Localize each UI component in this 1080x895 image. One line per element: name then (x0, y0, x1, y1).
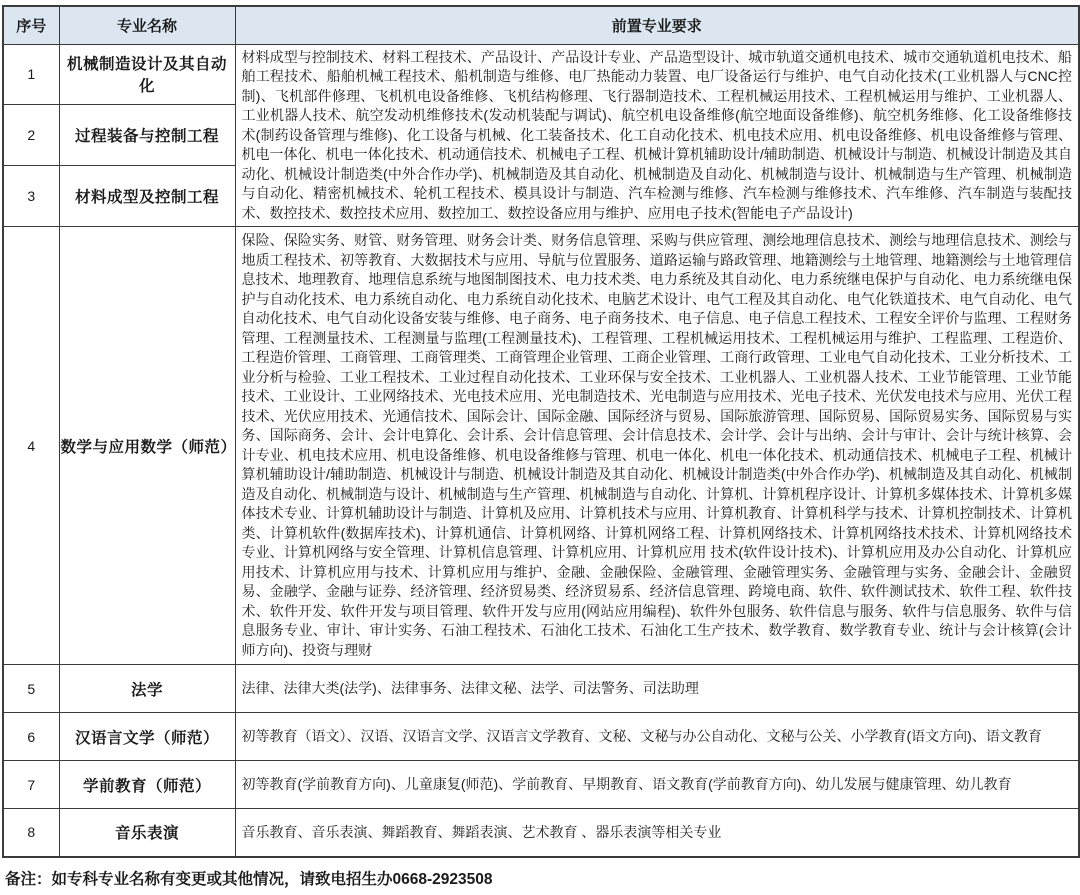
col-header-prerequisites: 前置专业要求 (235, 6, 1079, 44)
row-number: 8 (3, 809, 59, 857)
requirements-cell-law: 法律、法律大类(法学)、法律事务、法律文秘、法学、司法警务、司法助理 (235, 665, 1079, 713)
row-number: 1 (3, 44, 59, 105)
row-number: 2 (3, 105, 59, 166)
major-name: 材料成型及控制工程 (59, 166, 235, 227)
col-header-major-name: 专业名称 (59, 6, 235, 44)
major-name: 法学 (59, 665, 235, 713)
major-name: 学前教育（师范） (59, 761, 235, 809)
table-row (3, 227, 1079, 665)
major-name: 汉语言文学（师范） (59, 713, 235, 761)
col-header-index: 序号 (3, 6, 59, 44)
major-name: 机械制造设计及其自动化 (59, 44, 235, 105)
table-row (3, 665, 1079, 713)
major-name: 过程装备与控制工程 (59, 105, 235, 166)
requirements-cell-chinese: 初等教育（语文）、汉语、汉语言文学、汉语言文学教育、文秘、文秘与办公自动化、文秘与公关、小学教育(语文方向)、语文教育 (235, 713, 1079, 761)
requirements-cell-mechanical-group: 材料成型与控制技术、材料工程技术、产品设计、产品设计专业、产品造型设计、城市轨道交通机电技术、城市交通轨道机电技术、船舶工程技术、船舶机械工程技术、船机制造与维修、电厂热能动力装置、电厂设备运行与维护、电气自动化技术(工业机器人与CNC控制)、飞机部件修理、飞机机电设备维修、飞机结构修理、飞行器制造技术、工程机械运用技术、工程机械运用与维护、工业机器人、工业机器人技术、航空发动机维修技术(发动机装配与调试)、航空机电设备维修(航空地面设备维修)、航空机务维修、化工设备维修技术(制药设备管理与维修)、化工设备与机械、化工装备技术、化工自动化技术、机电技术应用、机电设备维修、机电设备维修与管理、机电一体化、机电一体化技术、机动通信技术、机械电子工程、机械计算机辅助设计/辅助制造、机械设计与制造、机械设计制造及其自动化、机械设计制造类(中外合作办学)、机械制造及其自动化、机械制造及自动化、机械制造与设计、机械制造与生产管理、机械制造与自动化、精密机械技术、轮机工程技术、模具设计与制造、汽车检测与维修、汽车检测与维修技术、汽车维修、汽车制造与装配技术、数控技术、数控技术应用、数控加工、数控设备应用与维护、应用电子技术(智能电子产品设计) (235, 44, 1079, 227)
row-number: 4 (3, 227, 59, 665)
table-row (3, 44, 1079, 105)
row-number: 3 (3, 166, 59, 227)
table-row (3, 809, 1079, 857)
table-row (3, 761, 1079, 809)
requirements-cell-music: 音乐教育、音乐表演、舞蹈教育、舞蹈表演、艺术教育 、器乐表演等相关专业 (235, 809, 1079, 857)
major-name: 数学与应用数学（师范） (59, 227, 235, 665)
header-row (3, 6, 1079, 44)
table-row (3, 713, 1079, 761)
major-name: 音乐表演 (59, 809, 235, 857)
row-number: 7 (3, 761, 59, 809)
footer-note: 备注：如专科专业名称有变更或其他情况，请致电招生办0668-2923508 (5, 870, 493, 888)
row-number: 6 (3, 713, 59, 761)
prerequisite-majors-table (2, 5, 1080, 858)
requirements-cell-math: 保险、保险实务、财管、财务管理、财务会计类、财务信息管理、采购与供应管理、测绘地理信息技术、测绘与地理信息技术、测绘与地质工程技术、初等教育、大数据技术与应用、导航与位置服务、道路运输与路政管理、地籍测绘与土地管理、地籍测绘与土地管理信息技术、地理教育、地理信息系统与地图制图技术、电力技术类、电力系统及其自动化、电力系统继电保护与自动化、电力系统继电保护与自动化技术、电力系统自动化、电力系统自动化技术、电脑艺术设计、电气工程及其自动化、电气化铁道技术、电气自动化、电气自动化技术、电气自动化设备安装与维修、电子商务、电子商务技术、电子信息、电子信息工程技术、工程安全评价与监理、工程财务管理、工程测量技术、工程测量与监理(工程测量技术)、工程管理、工程机械运用技术、工程机械运用与维护、工程监理、工程造价、工程造价管理、工商管理、工商管理类、工商管理企业管理、工商企业管理、工商行政管理、工业电气自动化技术、工业分析技术、工业分析与检验、工业工程技术、工业过程自动化技术、工业环保与安全技术、工业机器人、工业机器人技术、工业节能管理、工业节能技术、工业设计、工业网络技术、光电技术应用、光电制造技术、光电制造与应用技术、光电子技术、光伏发电技术与应用、光伏工程技术、光伏应用技术、光通信技术、国际会计、国际金融、国际经济与贸易、国际旅游管理、国际贸易、国际贸易实务、国际贸易与实务、国际商务、会计、会计电算化、会计系、会计信息管理、会计信息技术、会计学、会计与出纳、会计与审计、会计与统计核算、会计专业、机电技术应用、机电设备维修、机电设备维修与管理、机电一体化、机电一体化技术、机动通信技术、机械电子工程、机械计算机辅助设计/辅助制造、机械设计与制造、机械设计制造及其自动化、机械设计制造类(中外合作办学)、机械制造及其自动化、机械制造及自动化、机械制造与设计、机械制造与生产管理、机械制造与自动化、计算机、计算机程序设计、计算机多媒体技术、计算机多媒体技术专业、计算机辅助设计与制造、计算机及应用、计算机技术与应用、计算机教育、计算机科学与技术、计算机控制技术、计算机类、计算机软件(数据库技术)、计算机通信、计算机网络、计算机网络工程、计算机网络技术、计算机网络技术技术、计算机网络技术专业、计算机网络与安全管理、计算机信息管理、计算机应用、计算机应用 技术(软件设计技术)、计算机应用及办公自动化、计算机应用技术、计算机应用与技术、计算机应用与维护、金融、金融保险、金融管理、金融管理实务、金融管理与实务、金融会计、金融贸易、金融学、金融与证券、经济管理、经济贸易类、经济贸易系、经济信息管理、跨境电商、软件、软件测试技术、软件工程、软件技术、软件开发、软件开发与项目管理、软件开发与应用(网站应用编程)、软件外包服务、软件信息与服务、软件与信息服务、软件与信息服务专业、审计、审计实务、石油工程技术、石油化工技术、石油化工生产技术、数学教育、数学教育专业、统计与会计核算(会计师方向)、投资与理财 (235, 227, 1079, 665)
row-number: 5 (3, 665, 59, 713)
requirements-cell-preschool: 初等教育(学前教育方向)、儿童康复(师范)、学前教育、早期教育、语文教育(学前教育方向)、幼儿发展与健康管理、幼儿教育 (235, 761, 1079, 809)
